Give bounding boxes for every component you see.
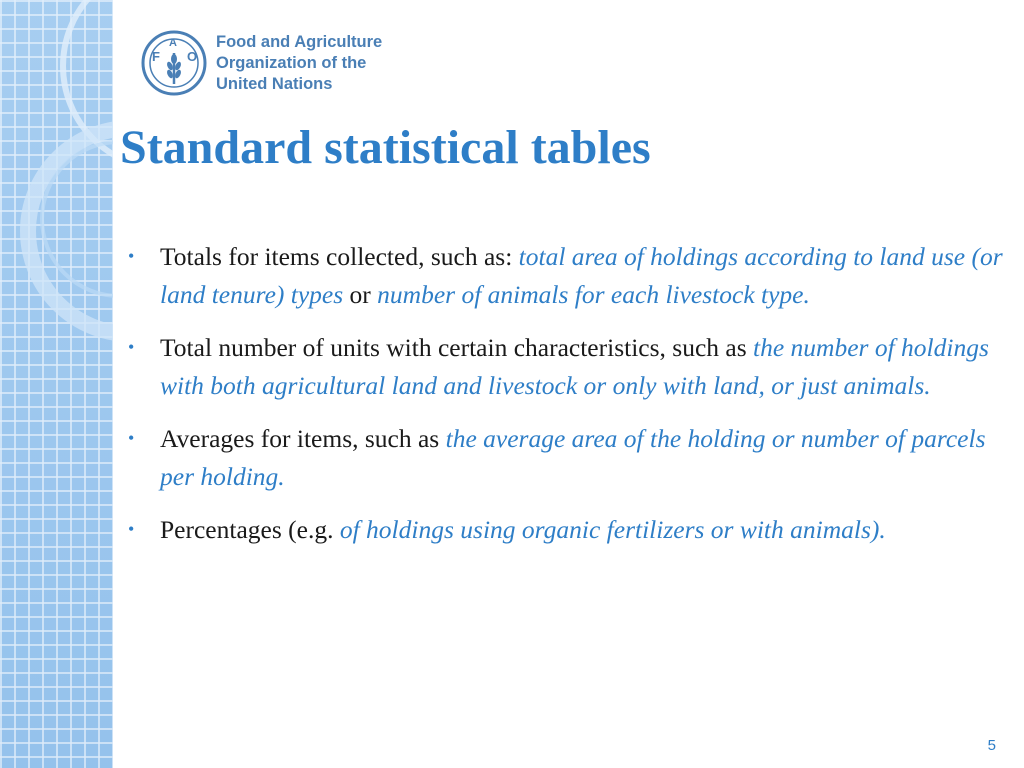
bullet-connector: or: [343, 279, 378, 309]
bullet-item: [128, 329, 1008, 404]
bullet-icon: •: [128, 428, 135, 448]
decorative-sidebar: [0, 0, 113, 768]
bullet-example: the average area of the holding or number of parcels per holding.: [160, 424, 986, 491]
bullet-example: number of animals for each livestock type.: [377, 279, 810, 309]
bullet-icon: •: [128, 519, 135, 539]
logo-line-2: Organization of the: [216, 53, 367, 72]
logo-line-3: United Nations: [216, 74, 333, 93]
bullet-icon: •: [128, 246, 135, 266]
bullet-example: total area of holdings according to land use (or land tenure) types: [160, 242, 1003, 309]
bullet-example: the number of holdings with both agricultural land and livestock or only with land, or just animals.: [160, 333, 989, 400]
bullet-example: of holdings using organic fertilizers or with animals).: [339, 515, 886, 544]
fao-wordmark: [216, 32, 382, 95]
slide-title: Standard statistical tables: [120, 121, 651, 174]
page-number: 5: [987, 737, 996, 754]
bullet-text: Total number of units with certain characteristics, such as: [160, 333, 754, 362]
bullet-text: Percentages (e.g.: [160, 515, 340, 544]
fao-logo: [140, 28, 382, 98]
decorative-arc: [40, 140, 113, 298]
bullet-item: [128, 511, 1008, 549]
emblem-letter-a: A: [169, 37, 177, 49]
decorative-arc: [60, 0, 113, 172]
emblem-letter-f: F: [152, 49, 160, 64]
emblem-letter-o: O: [187, 49, 198, 64]
fao-emblem-icon: [140, 29, 208, 97]
bullet-item: [128, 420, 1008, 495]
logo-line-1: Food and Agriculture: [216, 32, 383, 51]
bullet-list: [128, 238, 1008, 565]
bullet-text: Averages for items, such as: [160, 424, 446, 453]
decorative-arc: [20, 120, 113, 342]
bullet-icon: •: [128, 337, 135, 357]
bullet-item: [128, 238, 1008, 313]
bullet-text: Totals for items collected, such as:: [160, 242, 519, 271]
